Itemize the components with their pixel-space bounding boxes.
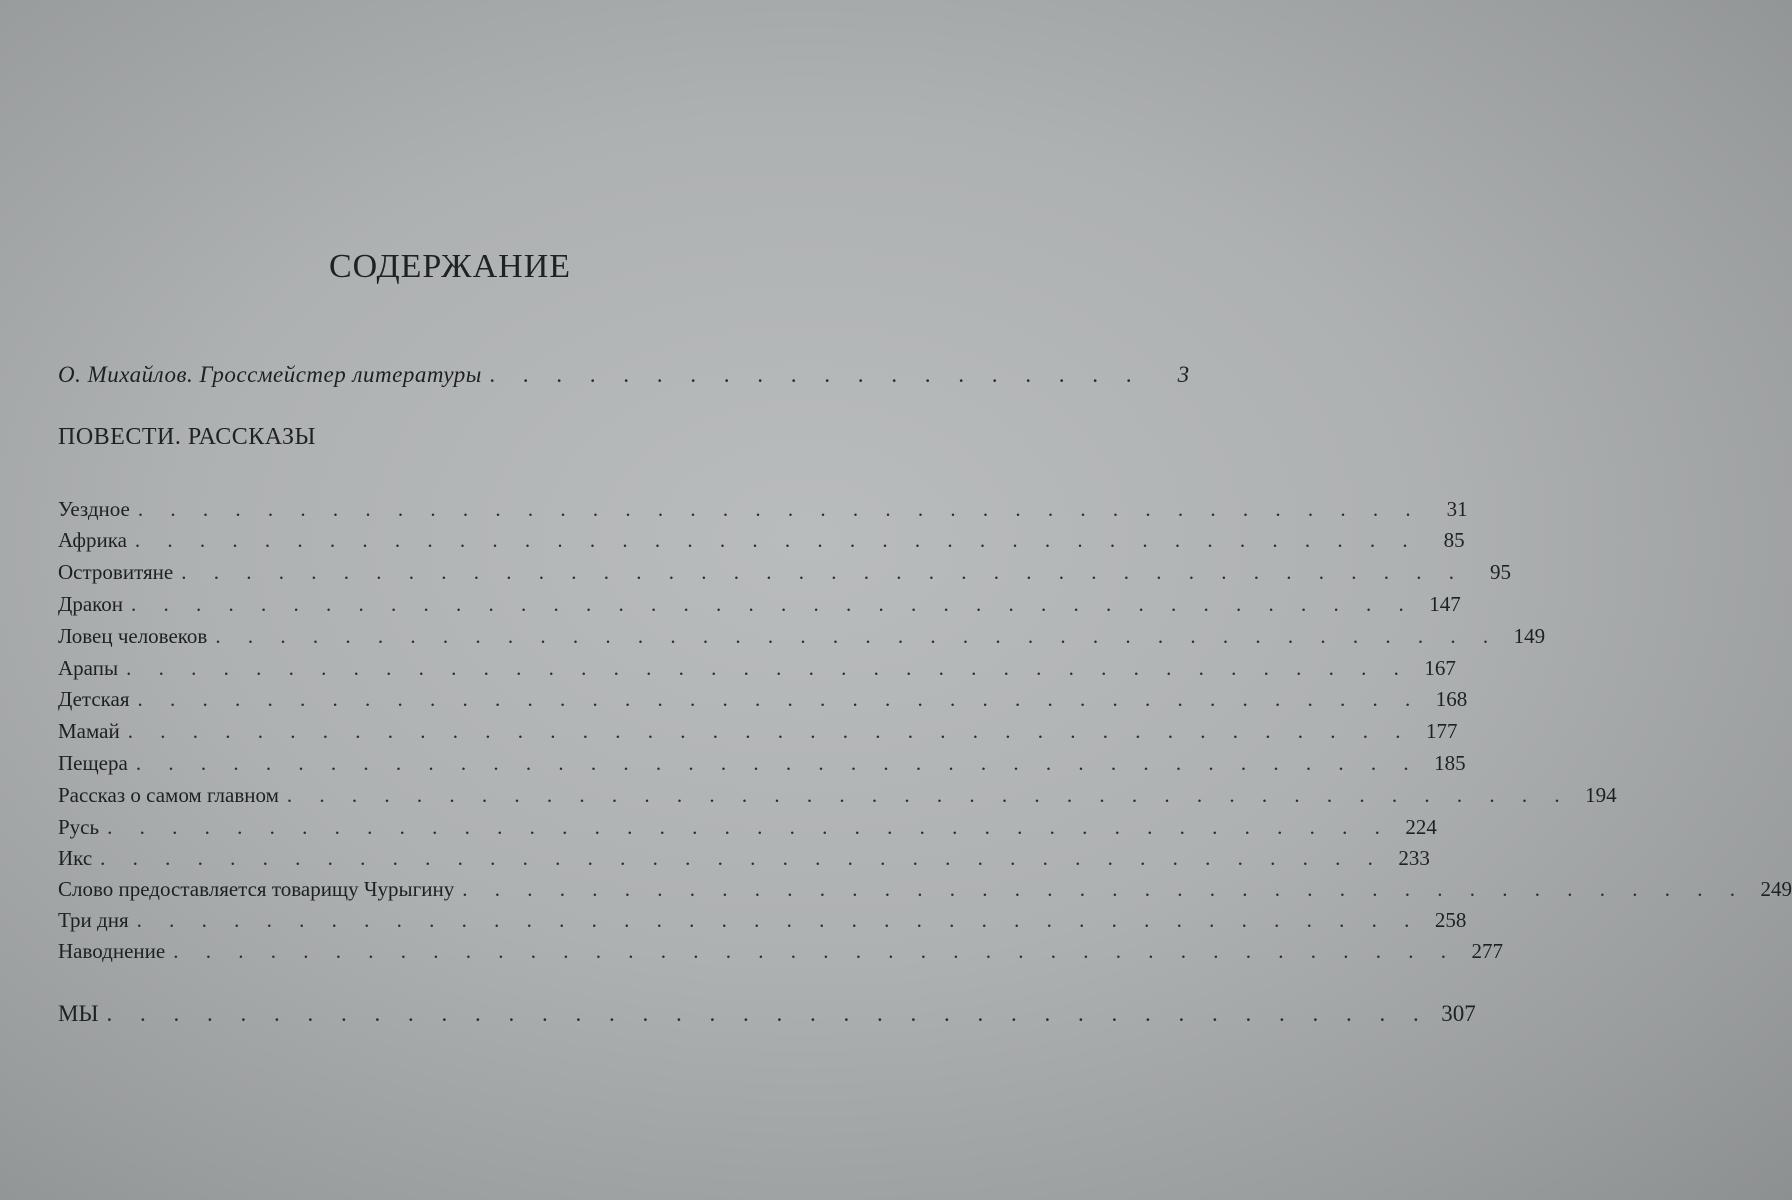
- dot-leader: . . . . . . . . . . . . . . . . . . . . . . . . . . . . . . . . . . . . . . . .: [173, 939, 1457, 963]
- toc-entry: [58, 528, 1465, 553]
- dot-leader: . . . . . . . . . . . . . . . . . . . . . . . . . . . . . . . . . . . . . . . .: [137, 497, 1422, 521]
- entry-page: 177: [1425, 719, 1458, 743]
- toc-entry: [58, 497, 1468, 522]
- toc-entry: [58, 687, 1468, 712]
- dot-leader: . . . . . . . . . . . . . . . . . . . . . . . . . . . . . . . . . . . . . . . .: [286, 783, 1571, 807]
- entry-page: 233: [1398, 846, 1430, 870]
- entry-title: Африка: [58, 528, 127, 552]
- entry-page: 277: [1471, 939, 1503, 963]
- entry-title: Пещера: [58, 751, 128, 775]
- toc-entry: [58, 815, 1437, 840]
- entry-title: Слово предоставляется товарищу Чурыгину: [58, 877, 455, 901]
- entry-page: 258: [1434, 908, 1467, 932]
- entry-title: Наводнение: [58, 939, 166, 963]
- entry-title: Арапы: [58, 656, 119, 680]
- section-heading: ПОВЕСТИ. РАССКАЗЫ: [58, 424, 316, 450]
- entry-page: 31: [1446, 497, 1468, 521]
- entry-title: Детская: [58, 687, 130, 711]
- entry-title: Дракон: [58, 592, 124, 616]
- entry-title: Рассказ о самом главном: [58, 783, 279, 807]
- dot-leader: . . . . . . . . . . . . . . . . . . . . . . . . . . . . . . . . . . . . . . . .: [462, 877, 1746, 901]
- entry-page: 194: [1585, 783, 1617, 807]
- entry-page: 249: [1760, 877, 1792, 901]
- dot-leader: . . . . . . . . . . . . . . . . . . . . . . . . . . . . . . . . . . . . . . . .: [126, 656, 1410, 680]
- entry-title: О. Михайлов. Гроссмейстер литературы: [58, 362, 482, 387]
- entry-page: 85: [1443, 528, 1465, 552]
- dot-leader: . . . . . . . . . . . . . . . . . . . . . . . . . . . . . . . . . . . . . . . .: [215, 624, 1500, 648]
- dot-leader: . . . . . . . . . . . . . . . . . . . . . . . . . . . . . . . . . . . . . . . .: [134, 528, 1419, 552]
- entry-title: Уездное: [58, 497, 130, 521]
- entry-title: Три дня: [58, 908, 129, 932]
- dot-leader: . . . . . . . . . . . . . . . . . . . . . . . . . . . . . . . . . . . . . . . .: [107, 815, 1391, 839]
- toc-entry: [58, 846, 1430, 871]
- entry-page: 224: [1405, 815, 1437, 839]
- toc-entry: [58, 656, 1456, 681]
- dot-leader: . . . . . . . . . . . . . . . . . . . . . . . . . . . . . . . . . . . . . . . .: [100, 846, 1384, 870]
- entry-page: 185: [1434, 751, 1466, 775]
- entry-page: 168: [1435, 687, 1468, 711]
- toc-entry: [58, 908, 1467, 933]
- dot-leader: . . . . . . . . . . . . . . . . . . . . . . . . . . . . . . . . . . . . . . . .: [106, 1001, 1430, 1026]
- entry-title: Икс: [58, 846, 93, 870]
- toc-entry: [58, 624, 1546, 649]
- dot-leader: . . . . . . . . . . . . . . . . . . . .: [489, 362, 1144, 387]
- entry-title: Ловец человеков: [58, 624, 208, 648]
- entry-page: 149: [1513, 624, 1546, 648]
- entry-page: 147: [1429, 592, 1461, 616]
- entry-title: Мамай: [58, 719, 120, 743]
- entry-page: 307: [1441, 1001, 1476, 1026]
- toc-entry: [58, 751, 1466, 776]
- toc-entry: [58, 592, 1461, 617]
- entry-title: Русь: [58, 815, 100, 839]
- dot-leader: . . . . . . . . . . . . . . . . . . . . . . . . . . . . . . . . . . . . . . . .: [131, 592, 1415, 616]
- page-title: СОДЕРЖАНИЕ: [328, 248, 572, 285]
- entry-page: 167: [1424, 656, 1456, 680]
- dot-leader: . . . . . . . . . . . . . . . . . . . . . . . . . . . . . . . . . . . . . . . .: [135, 751, 1420, 775]
- entry-page: 95: [1489, 560, 1511, 584]
- dot-leader: . . . . . . . . . . . . . . . . . . . . . . . . . . . . . . . . . . . . . . . .: [136, 908, 1421, 932]
- toc-intro-entry: [58, 362, 1190, 388]
- dot-leader: . . . . . . . . . . . . . . . . . . . . . . . . . . . . . . . . . . . . . . . .: [181, 560, 1465, 584]
- toc-entry: [58, 783, 1617, 808]
- entry-title: МЫ: [58, 1001, 99, 1026]
- entry-page: 3: [1177, 362, 1190, 387]
- dot-leader: . . . . . . . . . . . . . . . . . . . . . . . . . . . . . . . . . . . . . . . .: [137, 687, 1422, 711]
- toc-entry: [58, 877, 1792, 902]
- dot-leader: . . . . . . . . . . . . . . . . . . . . . . . . . . . . . . . . . . . . . . . .: [127, 719, 1412, 743]
- toc-entry: [58, 939, 1503, 964]
- toc-entry: [58, 719, 1458, 744]
- toc-final-entry: [58, 1001, 1476, 1027]
- toc-entry: [58, 560, 1511, 585]
- entry-title: Островитяне: [58, 560, 174, 584]
